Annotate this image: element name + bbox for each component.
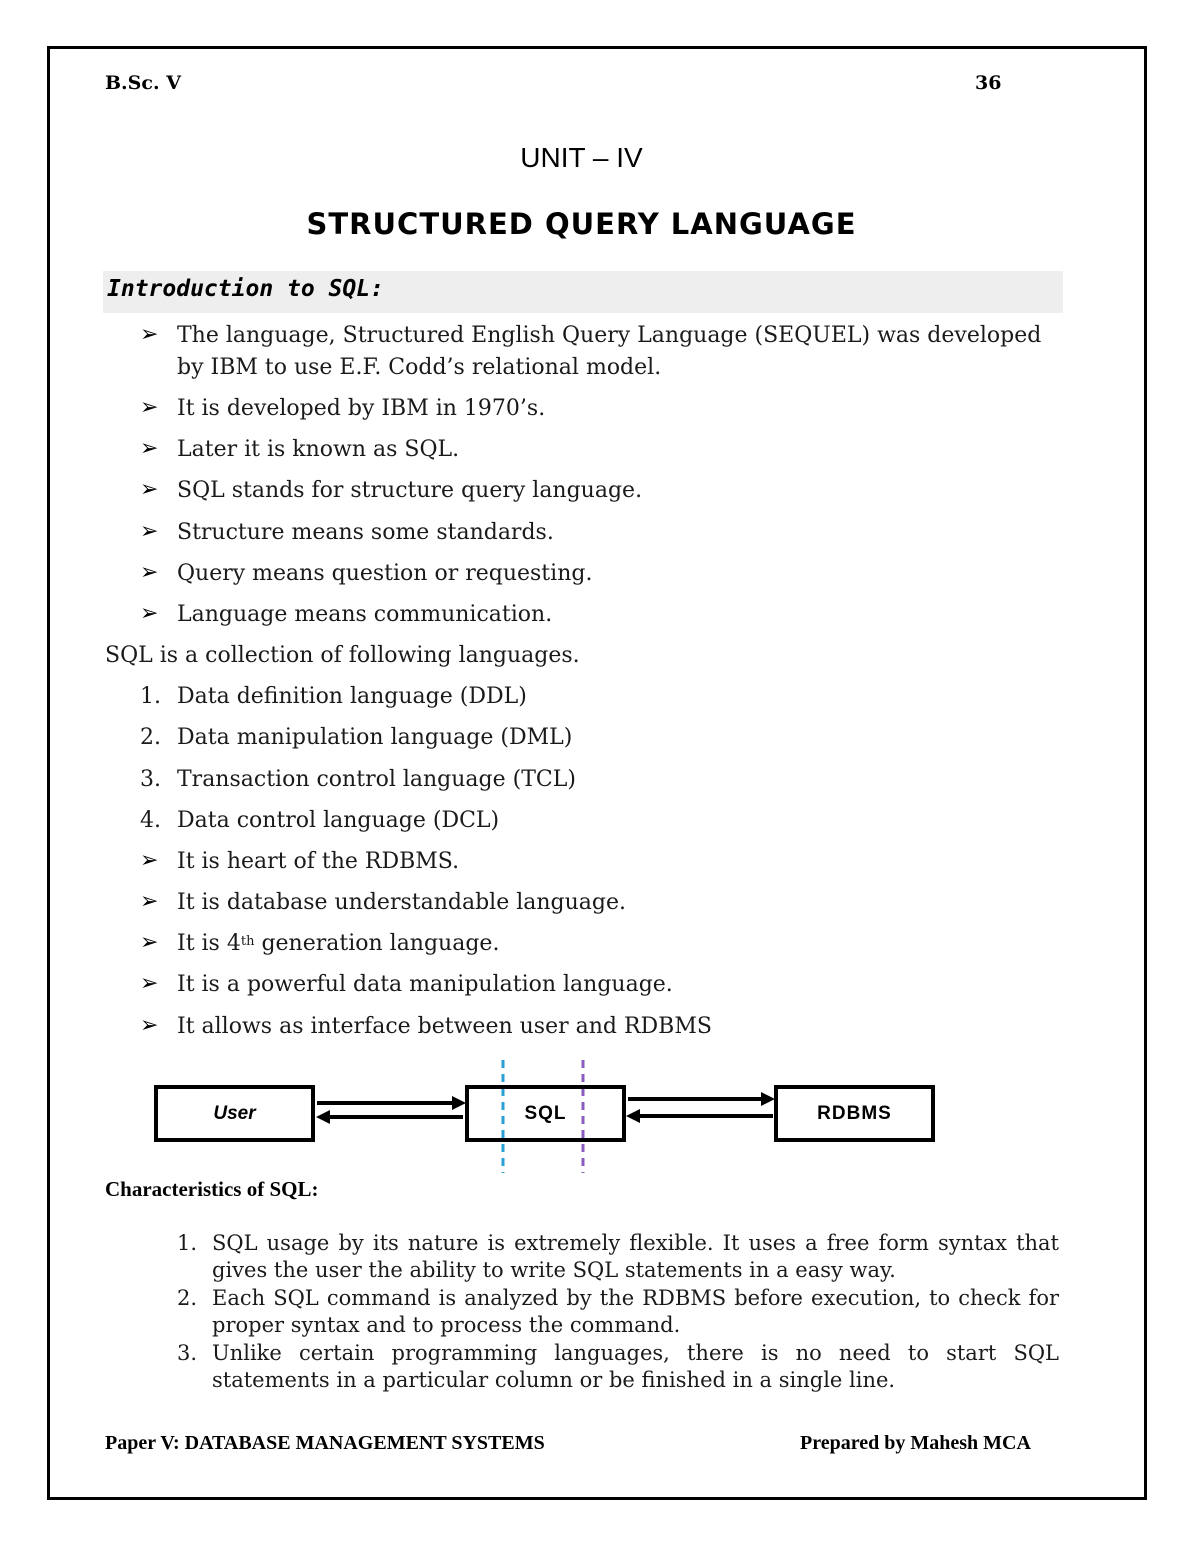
page-number: 36 [975, 72, 1002, 94]
arrow-bullet-icon: ➢ [140, 1013, 159, 1038]
list-item: It is a powerful data manipulation language. [177, 972, 673, 997]
arrow-bullet-icon: ➢ [140, 601, 159, 626]
list-item [177, 1230, 1059, 1284]
collection-text: SQL is a collection of following languages. [105, 643, 580, 668]
arrow-bullet-icon: ➢ [140, 889, 159, 914]
intro-heading: Introduction to SQL: [107, 276, 384, 302]
list-item: Language means communication. [177, 602, 553, 627]
arrow-bullet-icon: ➢ [140, 519, 159, 544]
list-number: 1. [140, 684, 161, 709]
fourth-gen-after: generation language. [254, 931, 500, 956]
course-label: B.Sc. V [105, 72, 181, 94]
list-item: Structure means some standards. [177, 520, 554, 545]
list-item: The language, Structured English Query Language (SEQUEL) was developed [177, 323, 1042, 348]
list-item-text: Each SQL command is analyzed by the RDBMS before execution, to check for proper syntax and to process the command. [212, 1286, 1059, 1337]
list-item: Transaction control language (TCL) [177, 767, 576, 792]
arrow-bullet-icon: ➢ [140, 848, 159, 873]
arrow-bullet-icon: ➢ [140, 971, 159, 996]
list-number: 3. [177, 1341, 198, 1365]
arrowhead-icon [316, 1110, 330, 1124]
arrowhead-icon [761, 1092, 775, 1106]
diagram-rdbms-box: RDBMS [774, 1085, 935, 1142]
list-item: by IBM to use E.F. Codd’s relational model. [177, 355, 662, 380]
arrow-bullet-icon: ➢ [140, 395, 159, 420]
list-item [177, 1340, 1059, 1394]
arrow-bullet-icon: ➢ [140, 477, 159, 502]
list-item: It is heart of the RDBMS. [177, 849, 460, 874]
characteristics-heading: Characteristics of SQL: [105, 1177, 319, 1201]
list-item: Data manipulation language (DML) [177, 725, 573, 750]
list-number: 1. [177, 1231, 198, 1255]
arrowhead-icon [626, 1109, 640, 1123]
list-number: 2. [177, 1286, 198, 1310]
list-number: 4. [140, 808, 161, 833]
list-item: It is developed by IBM in 1970’s. [177, 396, 546, 421]
list-item: It is database understandable language. [177, 890, 626, 915]
list-item-text: SQL usage by its nature is extremely flexible. It uses a free form syntax that gives the user the ability to write SQL statements in a easy way. [212, 1231, 1059, 1282]
list-number: 3. [140, 767, 161, 792]
unit-title: UNIT – IV [520, 142, 643, 173]
arrow-bullet-icon: ➢ [140, 930, 159, 955]
list-item: Query means question or requesting. [177, 561, 593, 586]
fourth-gen-before: It is 4 [177, 931, 241, 956]
list-item-text: Unlike certain programming languages, there is no need to start SQL statements in a particular column or be finished in a single line. [212, 1341, 1059, 1392]
diagram-sql-box: SQL [465, 1085, 626, 1142]
list-item: It allows as interface between user and RDBMS [177, 1014, 712, 1039]
list-item: SQL stands for structure query language. [177, 478, 643, 503]
footer-paper: Paper V: DATABASE MANAGEMENT SYSTEMS [105, 1432, 545, 1454]
diagram-user-box: User [154, 1085, 315, 1142]
list-item [177, 1285, 1059, 1339]
list-item: Data control language (DCL) [177, 808, 500, 833]
fourth-gen-superscript: th [240, 934, 255, 949]
list-item: Data definition language (DDL) [177, 684, 527, 709]
arrow-bullet-icon: ➢ [140, 322, 159, 347]
list-number: 2. [140, 725, 161, 750]
page-title: STRUCTURED QUERY LANGUAGE [306, 207, 857, 241]
list-item: Later it is known as SQL. [177, 437, 460, 462]
footer-author: Prepared by Mahesh MCA [800, 1432, 1031, 1454]
arrow-bullet-icon: ➢ [140, 436, 159, 461]
arrowhead-icon [452, 1096, 466, 1110]
arrow-bullet-icon: ➢ [140, 560, 159, 585]
